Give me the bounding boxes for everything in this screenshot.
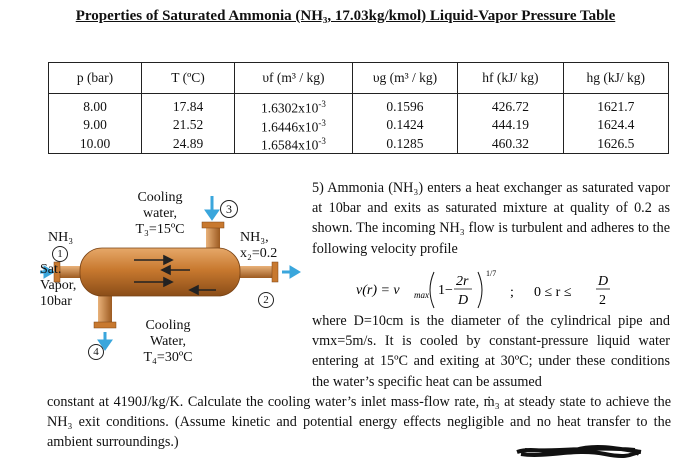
header-temperature: T (ºC) bbox=[142, 63, 235, 94]
right-flange bbox=[272, 262, 278, 282]
sat-vapor-label: Sat. Vapor, 10bar bbox=[40, 262, 77, 309]
left-paren bbox=[430, 272, 434, 308]
header-vf: υf (m³ / kg) bbox=[235, 63, 353, 94]
table-row bbox=[49, 94, 669, 116]
header-pressure: p (bar) bbox=[49, 63, 142, 94]
formula-range: 0 ≤ r ≤ bbox=[534, 285, 572, 300]
right-paren bbox=[478, 272, 482, 308]
formula-sep: ; bbox=[510, 285, 514, 300]
problem-intro: 5) Ammonia (NH₃) enters a heat exchanger as saturated vapor at 10bar and exits as saturated mixture at quality of 0.2 as shown. The incoming NH₃ flow is turbulent and adheres to the following velocity profile bbox=[312, 180, 670, 257]
formula-range-num: D bbox=[598, 274, 609, 289]
table-row bbox=[49, 134, 669, 153]
redaction-scribble bbox=[515, 442, 645, 460]
heat-exchanger-diagram bbox=[40, 182, 310, 382]
top-flange bbox=[202, 222, 224, 228]
nh3-in-label: NH₃ bbox=[48, 230, 74, 245]
formula-one: 1− bbox=[438, 283, 453, 298]
header-hf: hf (kJ/ kg) bbox=[458, 63, 563, 94]
table-cell: $1.6302x10^{-3}$ bbox=[235, 94, 353, 116]
state-1-marker: 1 bbox=[52, 246, 68, 262]
formula-sub: max bbox=[414, 290, 429, 300]
table-cell: 1626.5 bbox=[563, 134, 668, 153]
formula-range-den: 2 bbox=[599, 293, 606, 308]
state-3-marker: 3 bbox=[220, 200, 238, 218]
table-cell: 24.89 bbox=[142, 134, 235, 153]
formula-exp: 1/7 bbox=[486, 269, 497, 278]
formula-lhs: v(r) = v bbox=[356, 283, 400, 298]
shell bbox=[80, 248, 240, 296]
table-cell: 10.00 bbox=[49, 134, 142, 153]
table-cell: 9.00 bbox=[49, 116, 142, 135]
table-row bbox=[49, 116, 669, 135]
header-hg: hg (kJ/ kg) bbox=[563, 63, 668, 94]
table-cell: 0.1424 bbox=[352, 116, 457, 135]
nh3-out-label: NH₃, x₂=0.2 bbox=[240, 230, 278, 261]
table-cell: 21.52 bbox=[142, 116, 235, 135]
formula-svg bbox=[346, 266, 666, 312]
page-title: Properties of Saturated Ammonia (NH₃, 17.03kg/kmol) Liquid-Vapor Pressure Table bbox=[75, 8, 616, 24]
table-cell: 8.00 bbox=[49, 94, 142, 116]
table-cell: 0.1596 bbox=[352, 94, 457, 116]
bottom-flange bbox=[94, 322, 116, 328]
velocity-profile-formula bbox=[346, 266, 666, 312]
formula-frac-den: D bbox=[458, 293, 469, 308]
table-cell: 426.72 bbox=[458, 94, 563, 116]
table-cell: 460.32 bbox=[458, 134, 563, 153]
formula-frac-num: 2r bbox=[456, 274, 469, 289]
problem-continuation: where D=10cm is the diameter of the cylindrical pipe and vmx=5m/s. It is cooled by constant-pressure liquid water entering at 15ºC and exiting at 30ºC; under these conditions the water’s specific heat can be assumed bbox=[312, 313, 670, 390]
table-cell: 17.84 bbox=[142, 94, 235, 116]
header-vg: υg (m³ / kg) bbox=[352, 63, 457, 94]
table-cell: 1621.7 bbox=[563, 94, 668, 116]
cooling-out-label: Cooling Water, T₄=30ºC bbox=[143, 318, 193, 365]
table-cell: 0.1285 bbox=[352, 134, 457, 153]
cooling-in-label: Cooling water, T₃=15ºC bbox=[135, 190, 185, 237]
problem-bottom: constant at 4190J/kg/K. Calculate the cooling water’s inlet mass-flow rate, ṁ₃ at steady state to achieve the NH₃ exit conditions. (Assume kinetic and potential energy effects negligible and no heat transfer to the ambient surroundings.) bbox=[47, 394, 671, 451]
table-cell: $1.6584x10^{-3}$ bbox=[235, 134, 353, 153]
table-header-row bbox=[49, 63, 669, 94]
state-4-marker: 4 bbox=[88, 344, 104, 360]
table-cell: 444.19 bbox=[458, 116, 563, 135]
state-2-marker: 2 bbox=[258, 292, 274, 308]
properties-table bbox=[48, 62, 669, 154]
table-cell: 1624.4 bbox=[563, 116, 668, 135]
table-cell: $1.6446x10^{-3}$ bbox=[235, 116, 353, 135]
